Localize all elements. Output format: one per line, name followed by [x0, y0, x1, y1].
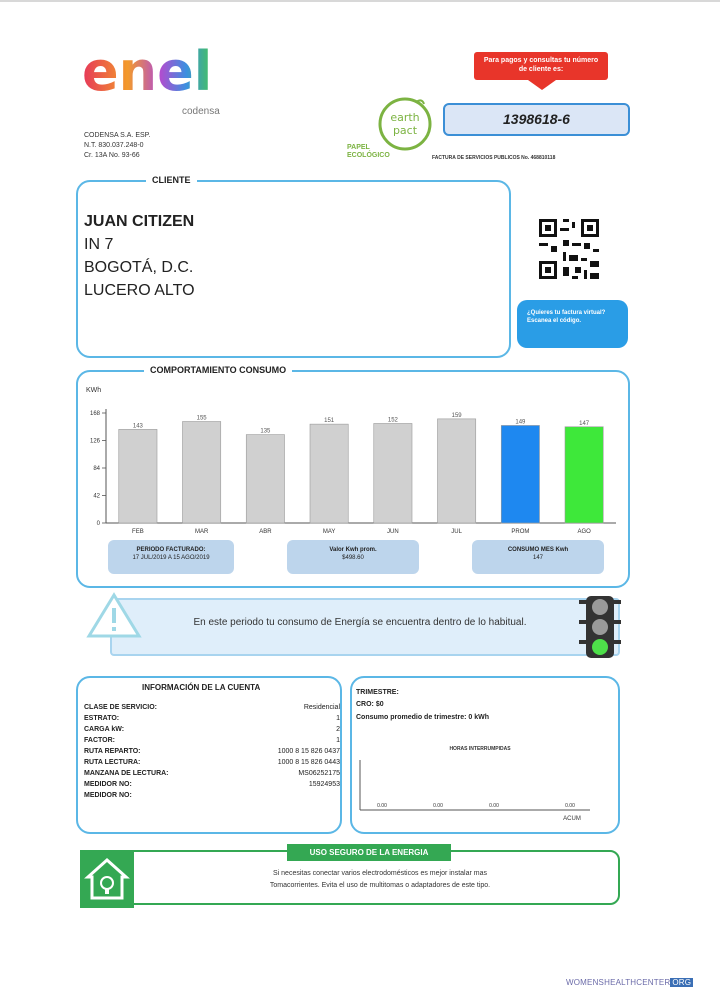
top-divider — [0, 0, 720, 2]
client-address-line: IN 7 — [84, 236, 114, 253]
enel-logo — [82, 40, 242, 100]
warning-icon — [86, 592, 142, 640]
account-info-value: Residencial — [303, 704, 340, 711]
account-info-row — [84, 758, 340, 767]
account-info-title: INFORMACIÓN DE LA CUENTA — [142, 683, 261, 692]
account-info-row — [84, 769, 340, 778]
client-number: 1398618-6 — [443, 103, 630, 136]
data-label: 143 — [132, 423, 143, 430]
x-tick-label: JUN — [387, 529, 399, 535]
account-info-key: RUTA LECTURA: — [84, 759, 141, 766]
x-tick-label: PROM — [511, 529, 530, 535]
y-tick-label: 42 — [93, 493, 100, 500]
data-label: 155 — [196, 415, 207, 422]
data-label: 135 — [260, 428, 271, 435]
qr-note: ¿Quieres tu factura virtual? Escanea el código. — [517, 300, 628, 348]
quarter-title: TRIMESTRE: — [356, 689, 399, 696]
hours-acum-label: ACUM — [563, 816, 581, 822]
safe-house-icon — [80, 850, 134, 908]
y-tick-label: 168 — [89, 411, 100, 417]
account-info-row — [84, 725, 340, 734]
account-info-row — [84, 747, 340, 756]
bar — [310, 424, 348, 523]
client-neighborhood: LUCERO ALTO — [84, 282, 195, 299]
interrupted-hours-chart — [350, 740, 600, 830]
bar — [374, 423, 412, 523]
consumption-panel-title: COMPORTAMIENTO CONSUMO — [144, 365, 292, 375]
hours-value-label: 0.00 — [489, 803, 499, 809]
y-tick-label: 84 — [93, 466, 100, 472]
account-info-key: MEDIDOR NO: — [84, 781, 132, 788]
quarter-average: Consumo promedio de trimestre: 0 kWh — [356, 714, 490, 721]
hours-value-label: 0.00 — [565, 803, 575, 809]
data-label: 152 — [387, 417, 398, 424]
account-info-value: MS06252175 — [298, 770, 340, 777]
monthly-consumption-pill: CONSUMO MES Kwh 147 — [472, 540, 604, 574]
hours-value-label: 0.00 — [433, 803, 443, 809]
account-info-row — [84, 780, 340, 789]
bar — [246, 435, 284, 523]
y-tick-label: 126 — [89, 438, 100, 445]
watermark: WOMENSHEALTHCENTER ORG — [566, 978, 692, 987]
svg-text:earth: earth — [390, 111, 420, 124]
data-label: 149 — [515, 419, 526, 426]
qr-code[interactable] — [536, 214, 602, 284]
consumption-chart — [78, 380, 626, 544]
x-tick-label: JUL — [451, 529, 462, 535]
bar — [183, 422, 221, 523]
account-info-key: FACTOR: — [84, 737, 115, 744]
svg-text:pact: pact — [392, 124, 418, 137]
payment-arrow-icon — [528, 80, 556, 90]
account-info-key: ESTRATO: — [84, 715, 120, 722]
account-info-value: 15924953 — [308, 781, 340, 788]
company-info — [84, 131, 150, 161]
payment-notice: Para pagos y consultas tu número de cliente es: — [474, 52, 608, 80]
account-info-key: CARGA kW: — [84, 726, 125, 733]
data-label: 151 — [324, 418, 335, 425]
account-info-row — [84, 714, 340, 723]
svg-text:enel: enel — [82, 40, 213, 100]
account-info-row — [84, 736, 340, 745]
quarter-cro: CRO: $0 — [356, 701, 384, 708]
x-tick-label: ABR — [259, 529, 272, 535]
eco-paper-label: PAPEL ECOLÓGICO — [347, 144, 390, 159]
logo-subtitle: codensa — [182, 106, 220, 117]
data-label: 147 — [579, 420, 590, 427]
account-info-key: MEDIDOR NO: — [84, 792, 132, 799]
account-info-key: CLASE DE SERVICIO: — [84, 704, 157, 711]
data-label: 159 — [451, 412, 462, 419]
safe-use-title: USO SEGURO DE LA ENERGIA — [287, 844, 451, 861]
company-line: Cr. 13A No. 93-66 — [84, 152, 140, 159]
account-info-value: 1000 8 15 826 0443 — [277, 759, 340, 766]
billing-period-pill: PERIODO FACTURADO: 17 JUL/2019 A 15 AGO/2019 — [108, 540, 234, 574]
client-name: JUAN CITIZEN — [84, 213, 195, 230]
client-panel-title: CLIENTE — [146, 175, 197, 185]
invoice-number-label: FACTURA DE SERVICIOS PUBLICOS No. 468810118 — [432, 155, 556, 161]
alert-message: En este periodo tu consumo de Energía se encuentra dentro de lo habitual. — [193, 617, 527, 628]
client-city: BOGOTÁ, D.C. — [84, 259, 194, 276]
account-info-row — [84, 703, 340, 712]
company-line: N.T. 830.037.248-0 — [84, 142, 144, 149]
account-info-row — [84, 791, 340, 800]
x-tick-label: FEB — [132, 529, 144, 535]
y-tick-label: 0 — [96, 521, 100, 527]
interrupted-hours-title: HORAS INTERRUMPIDAS — [449, 746, 511, 752]
kwh-price-pill: Valor Kwh prom. $498.60 — [287, 540, 419, 574]
x-tick-label: AGO — [577, 529, 591, 535]
traffic-light-icon — [577, 594, 623, 660]
account-info-key: MANZANA DE LECTURA: — [84, 770, 169, 777]
hours-value-label: 0.00 — [377, 803, 387, 809]
account-info-key: RUTA REPARTO: — [84, 748, 141, 755]
safe-use-text: Si necesitas conectar varios electrodomésticos es mejor instalar mas Tomacorrientes. Evita el uso de multitomas o adaptadores de este tipo. — [269, 870, 491, 889]
bar — [501, 425, 539, 523]
account-info-value: 2 — [336, 726, 340, 733]
company-line: CODENSA S.A. ESP. — [84, 132, 151, 139]
x-tick-label: MAR — [194, 529, 209, 535]
bar — [565, 427, 603, 523]
account-info-value: 1 — [336, 715, 340, 722]
x-tick-label: MAY — [322, 529, 336, 535]
bar — [438, 419, 476, 523]
account-info-value: 1 — [336, 737, 340, 744]
bar — [119, 429, 157, 523]
account-info-value: 1000 8 15 826 0437 — [277, 748, 340, 755]
y-axis-label: KWh — [86, 387, 102, 394]
